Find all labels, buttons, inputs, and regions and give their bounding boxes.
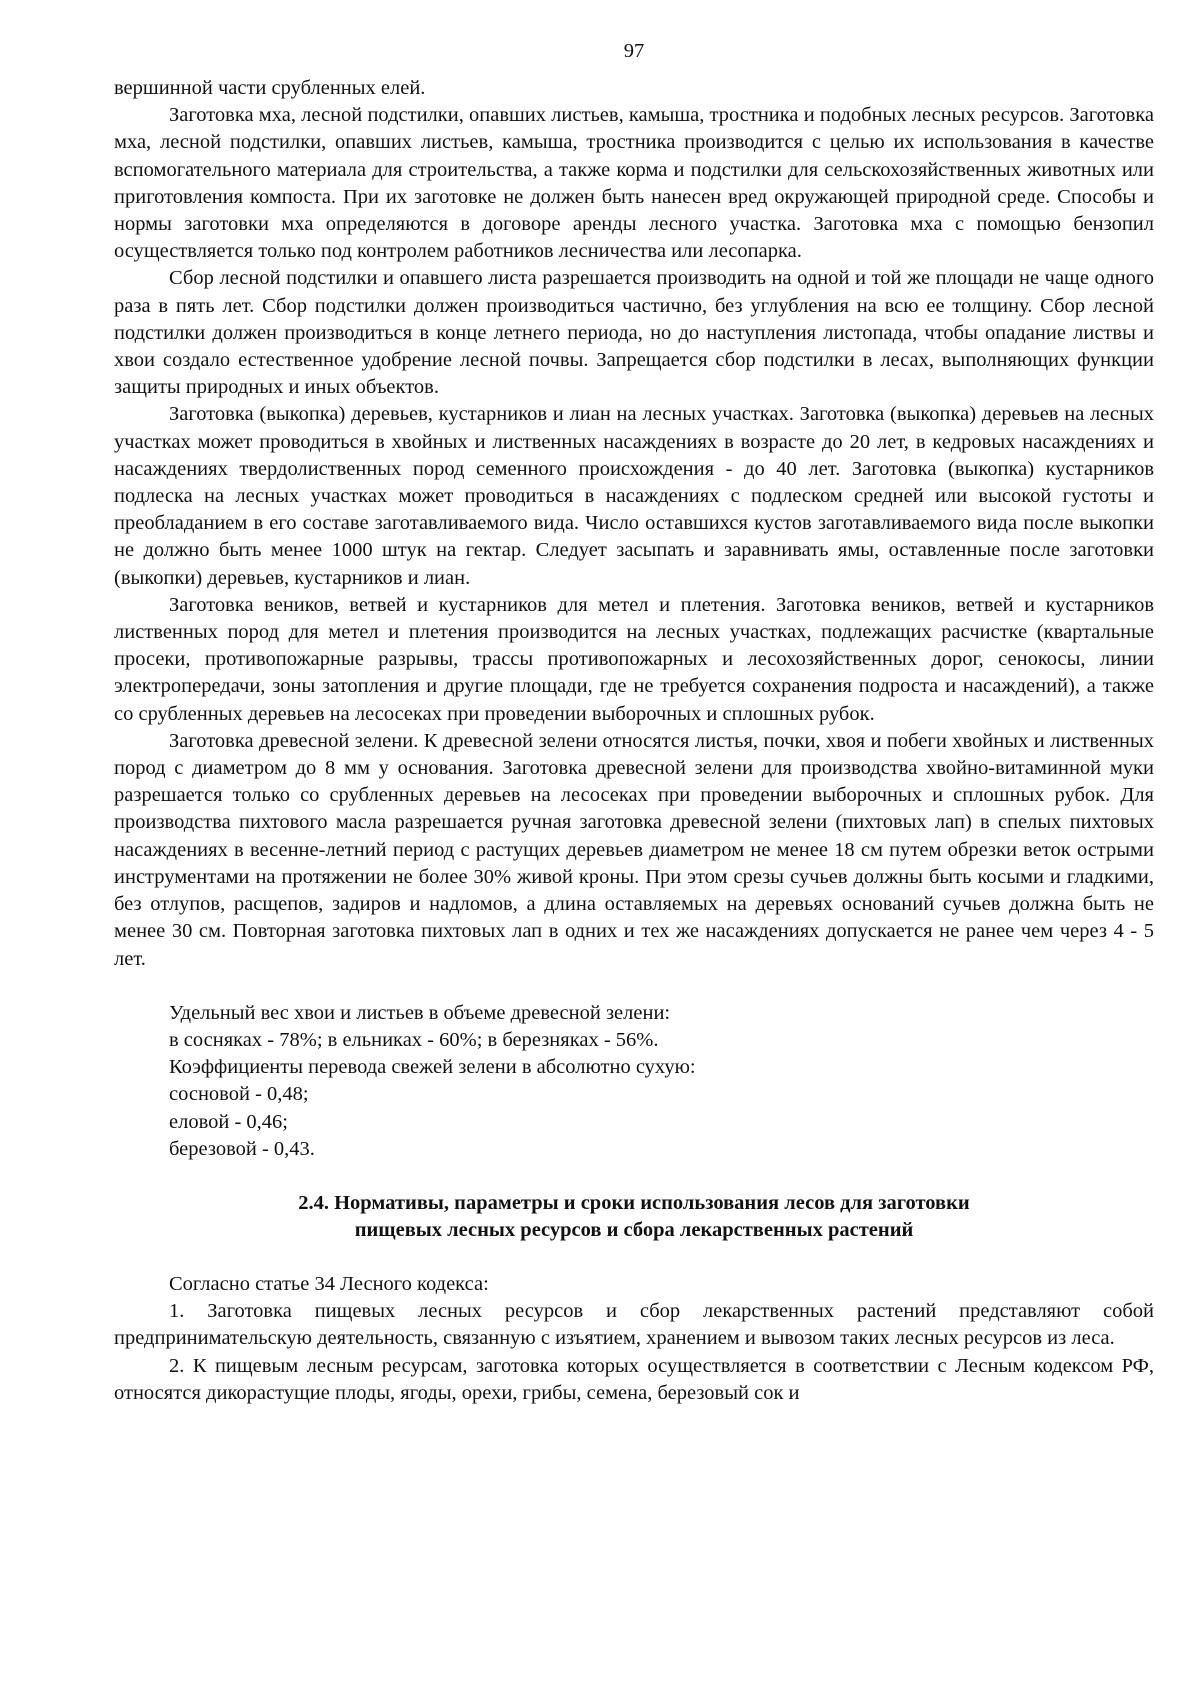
- coef-pine: сосновой - 0,48;: [169, 1083, 309, 1106]
- section-item-2: 2. К пищевым лесным ресурсам, заготовка которых осуществляется в соответствии с Лесным кодексом РФ, относятся дикорастущие плоды, ягоды, орехи, грибы, семена, березовый сок и: [114, 1354, 1154, 1404]
- section-heading: [114, 1190, 1154, 1244]
- paragraph-litter-collection: Сбор лесной подстилки и опавшего листа разрешается производить на одной и той же площади не чаще одного раза в пять лет. Сбор подстилки должен производиться частично, без углубления на всю ее толщину. Сбор лесной подстилки должен производиться в конце летнего периода, но до наступления листопада, чтобы опадание листвы и хвои создало естественное удобрение лесной почвы. Запрещается сбор подстилки в лесах, выполняющих функции защиты природных и иных объектов.: [114, 267, 1154, 399]
- document-page: [114, 38, 1154, 1407]
- page-number: 97: [623, 40, 645, 62]
- coef-birch: березовой - 0,43.: [169, 1137, 315, 1160]
- section-heading-line1: 2.4. Нормативы, параметры и сроки использования лесов для заготовки: [298, 1191, 970, 1214]
- paragraph-wood-greenery: Заготовка древесной зелени. К древесной зелени относятся листья, почки, хвоя и побеги хвойных и лиственных пород с диаметром до 8 мм у основания. Заготовка древесной зелени для производства хвойно-витаминной муки разрешается только со срубленных деревьев на лесосеках при проведении выборочных и сплошных рубок. Для производства пихтового масла разрешается ручная заготовка древесной зелени (пихтовых лап) в спелых пихтовых насаждениях в весенне-летний период с растущих деревьев диаметром не менее 18 см путем обрезки веток острыми инструментами на протяжении не более 30% живой кроны. При этом срезы сучьев должны быть косыми и гладкими, без отлупов, расщепов, задиров и надломов, а длина оставляемых на деревьях оснований сучьев должна быть не менее 30 см. Повторная заготовка пихтовых лап в одних и тех же насаждениях допускается не ранее чем через 4 - 5 лет.: [114, 729, 1154, 970]
- section-item-1: 1. Заготовка пищевых лесных ресурсов и сбор лекарственных растений представляют собой предпринимательскую деятельность, связанную с изъятием, хранением и вывозом таких лесных ресурсов из леса.: [114, 1300, 1154, 1350]
- paragraph-brooms-branches: Заготовка веников, ветвей и кустарников для метел и плетения. Заготовка веников, ветвей и кустарников лиственных пород для метел и плетения производится на лесных участках, подлежащих расчистке (квартальные просеки, противопожарные разрывы, трассы противопожарных и лесохозяйственных дорог, сенокосы, линии электропередачи, зоны затопления и другие площади, где не требуется сохранения подроста и насаждений), а также со срубленных деревьев на лесосеках при проведении выборочных и сплошных рубок.: [114, 593, 1154, 725]
- paragraph-moss-litter: Заготовка мха, лесной подстилки, опавших листьев, камыша, тростника и подобных лесных ресурсов. Заготовка мха, лесной подстилки, опавших листьев, камыша, тростника производится с целью их использования в качестве вспомогательного материала для строительства, а также корма и подстилки для сельскохозяйственных животных или приготовления компоста. При их заготовке не должен быть нанесен вред окружающей природной среде. Способы и нормы заготовки мха определяются в договоре аренды лесного участка. Заготовка мха с помощью бензопил осуществляется только под контролем работников лесничества или лесопарка.: [114, 104, 1154, 263]
- paragraph-tree-digging: Заготовка (выкопка) деревьев, кустарников и лиан на лесных участках. Заготовка (выкопка) деревьев на лесных участках может проводиться в хвойных и лиственных насаждениях в возрасте до 20 лет, в кедровых насаждениях и насаждениях твердолиственных пород семенного происхождения - до 40 лет. Заготовка (выкопка) кустарников подлеска на лесных участках может проводиться в насаждениях с подлеском средней или высокой густоты и преобладанием в его составе заготавливаемого вида. Число оставшихся кустов заготавливаемого вида после выкопки не должно быть менее 1000 штук на гектар. Следует засыпать и заравнивать ямы, оставленные после заготовки (выкопки) деревьев, кустарников и лиан.: [114, 403, 1154, 589]
- section-intro: Согласно статье 34 Лесного кодекса:: [169, 1272, 489, 1295]
- coef-label: Коэффициенты перевода свежей зелени в абсолютно сухую:: [169, 1056, 696, 1079]
- coef-spruce: еловой - 0,46;: [169, 1110, 288, 1133]
- section-heading-line2: пищевых лесных ресурсов и сбора лекарственных растений: [354, 1218, 914, 1241]
- greenery-stats-block: [114, 1000, 1154, 1163]
- weight-values: в сосняках - 78%; в ельниках - 60%; в березняках - 56%.: [169, 1028, 659, 1051]
- blank-line: [114, 973, 1154, 1000]
- weight-label: Удельный вес хвои и листьев в объеме древесной зелени:: [169, 1001, 671, 1024]
- paragraph-continuation: вершинной части срубленных елей.: [114, 77, 426, 99]
